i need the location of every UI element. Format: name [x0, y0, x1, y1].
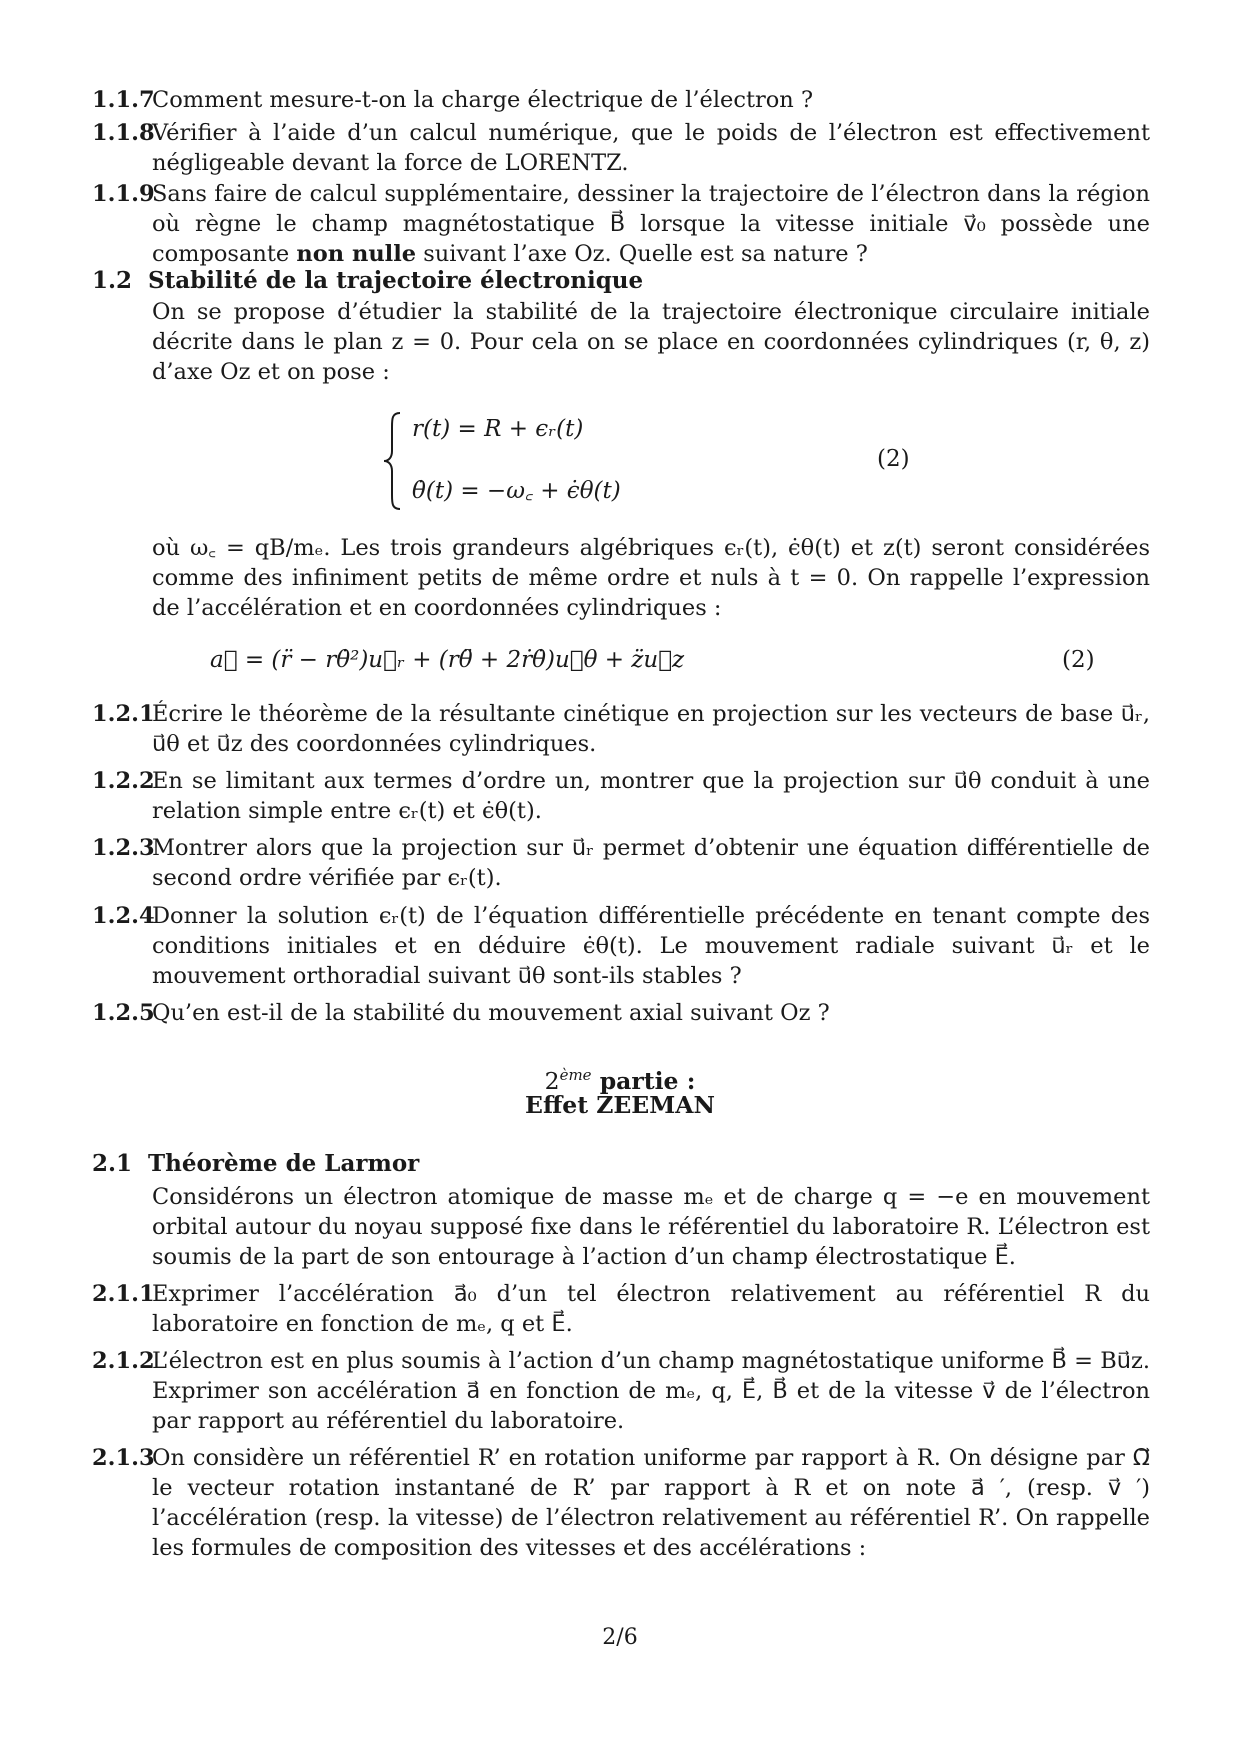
question-text-part-a: Sans faire de calcul supplémentaire, dessiner la trajectoire de l’électron dans la région où règne le champ magnétostatique B⃗ lorsque la vitesse initiale v⃗₀ possède une composante — [152, 181, 1150, 267]
question-2-1-2 — [92, 1346, 1150, 1436]
question-text: On considère un référentiel R’ en rotation uniforme par rapport à R. On désigne par Ω⃗ le vecteur rotation instantané de R’ par rapport à R et on note a⃗ ′, (resp. v⃗ ′) l’accélération (resp. la vitesse) de l’électron relativement au référentiel R’. On rappelle les formules de composition des vitesses et des accélérations : — [152, 1445, 1150, 1561]
part-superscript: ème — [559, 1066, 592, 1084]
question-number: 2.1.3 — [92, 1445, 155, 1471]
question-1-2-3 — [92, 833, 1150, 893]
equation-theta-dot: θ̇(t) = −ω꜀ + ϵ̇θ(t) — [412, 478, 621, 504]
question-1-1-8 — [92, 118, 1150, 178]
part-label: partie : — [599, 1066, 696, 1095]
question-1-2-2 — [92, 766, 1150, 826]
equation-acceleration: a⃗ = (r̈ − rθ̇²)u⃗ᵣ + (rθ̈ + 2ṙθ̇)u⃗θ + z̈u⃗z — [210, 647, 685, 673]
left-brace — [382, 411, 404, 511]
paragraph-1-2-intro: On se propose d’étudier la stabilité de la trajectoire électronique circulaire initiale décrite dans le plan z = 0. Pour cela on se place en coordonnées cylindriques (r, θ, z) d’axe Oz et on pose : — [152, 299, 1150, 385]
question-1-2-5 — [92, 998, 1150, 1028]
question-text: L’électron est en plus soumis à l’action d’un champ magnétostatique uniforme B⃗ = Bu⃗z. Exprimer son accélération a⃗ en fonction de mₑ, q, E⃗, B⃗ et de la vitesse v⃗ de l’électron par rapport au référentiel du laboratoire. — [152, 1348, 1150, 1434]
question-1-2-4 — [92, 901, 1150, 991]
equation-number: (2) — [877, 446, 910, 472]
question-text: Exprimer l’accélération a⃗₀ d’un tel électron relativement au référentiel R du laboratoire en fonction de mₑ, q et E⃗. — [152, 1281, 1150, 1337]
question-text: Écrire le théorème de la résultante cinétique en projection sur les vecteurs de base u⃗ᵣ, u⃗θ et u⃗z des coordonnées cylindriques. — [152, 701, 1150, 757]
section-number: 1.2 — [92, 267, 133, 294]
question-text: En se limitant aux termes d’ordre un, montrer que la projection sur u⃗θ conduit à une relation simple entre ϵᵣ(t) et ϵ̇θ(t). — [152, 768, 1150, 824]
paragraph-1-2-definitions: où ω꜀ = qB/mₑ. Les trois grandeurs algébriques ϵᵣ(t), ϵ̇θ(t) et z(t) seront considérées comme des infiniment petits de même ordre et nuls à t = 0. On rappelle l’expression de l’accélération et en coordonnées cylindriques : — [152, 535, 1150, 621]
question-text: Comment mesure-t-on la charge électrique de l’électron ? — [152, 87, 814, 113]
page-number: 2/6 — [602, 1625, 638, 1650]
question-number: 1.2.5 — [92, 1000, 155, 1026]
question-text: Qu’en est-il de la stabilité du mouvement axial suivant Oz ? — [152, 1000, 830, 1026]
question-number: 1.1.8 — [92, 120, 155, 146]
question-number: 1.1.9 — [92, 181, 155, 207]
question-2-1-3 — [92, 1443, 1150, 1563]
section-heading-2-1 — [92, 1149, 419, 1179]
question-number: 1.2.1 — [92, 701, 155, 727]
section-title: Stabilité de la trajectoire électronique — [148, 267, 644, 294]
question-number: 1.2.4 — [92, 903, 155, 929]
question-number: 1.1.7 — [92, 87, 155, 113]
question-number: 2.1.2 — [92, 1348, 155, 1374]
equation-r-of-t: r(t) = R + ϵᵣ(t) — [412, 416, 584, 442]
question-1-2-1 — [92, 699, 1150, 759]
question-number: 2.1.1 — [92, 1281, 155, 1307]
question-1-1-9 — [92, 179, 1150, 269]
part-title: Effet ZEEMAN — [525, 1091, 715, 1119]
question-number: 1.2.2 — [92, 768, 155, 794]
section-number: 2.1 — [92, 1150, 133, 1177]
part-number: 2 — [544, 1066, 560, 1095]
question-2-1-1 — [92, 1279, 1150, 1339]
equation-number: (2) — [1062, 647, 1095, 673]
paragraph-2-1-intro: Considérons un électron atomique de masse mₑ et de charge q = −e en mouvement orbital autour du noyau supposé fixe dans le référentiel du laboratoire R. L’électron est soumis de la part de son entourage à l’action d’un champ électrostatique E⃗. — [152, 1184, 1150, 1270]
emphasis-text: non nulle — [296, 241, 417, 267]
question-text-part-b: suivant l’axe Oz. Quelle est sa nature ? — [423, 241, 868, 267]
question-text: Vérifier à l’aide d’un calcul numérique, que le poids de l’électron est effectivement négligeable devant la force de LORENTZ. — [152, 120, 1150, 176]
question-number: 1.2.3 — [92, 835, 155, 861]
section-heading-1-2 — [92, 266, 643, 296]
question-text: Donner la solution ϵᵣ(t) de l’équation différentielle précédente en tenant compte des conditions initiales et en déduire ϵ̇θ(t). Le mouvement radiale suivant u⃗ᵣ et le mouvement orthoradial suivant u⃗θ sont-ils stables ? — [152, 903, 1150, 989]
question-text: Montrer alors que la projection sur u⃗ᵣ permet d’obtenir une équation différentielle de second ordre vérifiée par ϵᵣ(t). — [152, 835, 1150, 891]
question-text — [152, 179, 1150, 269]
question-1-1-7 — [92, 85, 1150, 115]
section-title: Théorème de Larmor — [148, 1150, 420, 1177]
